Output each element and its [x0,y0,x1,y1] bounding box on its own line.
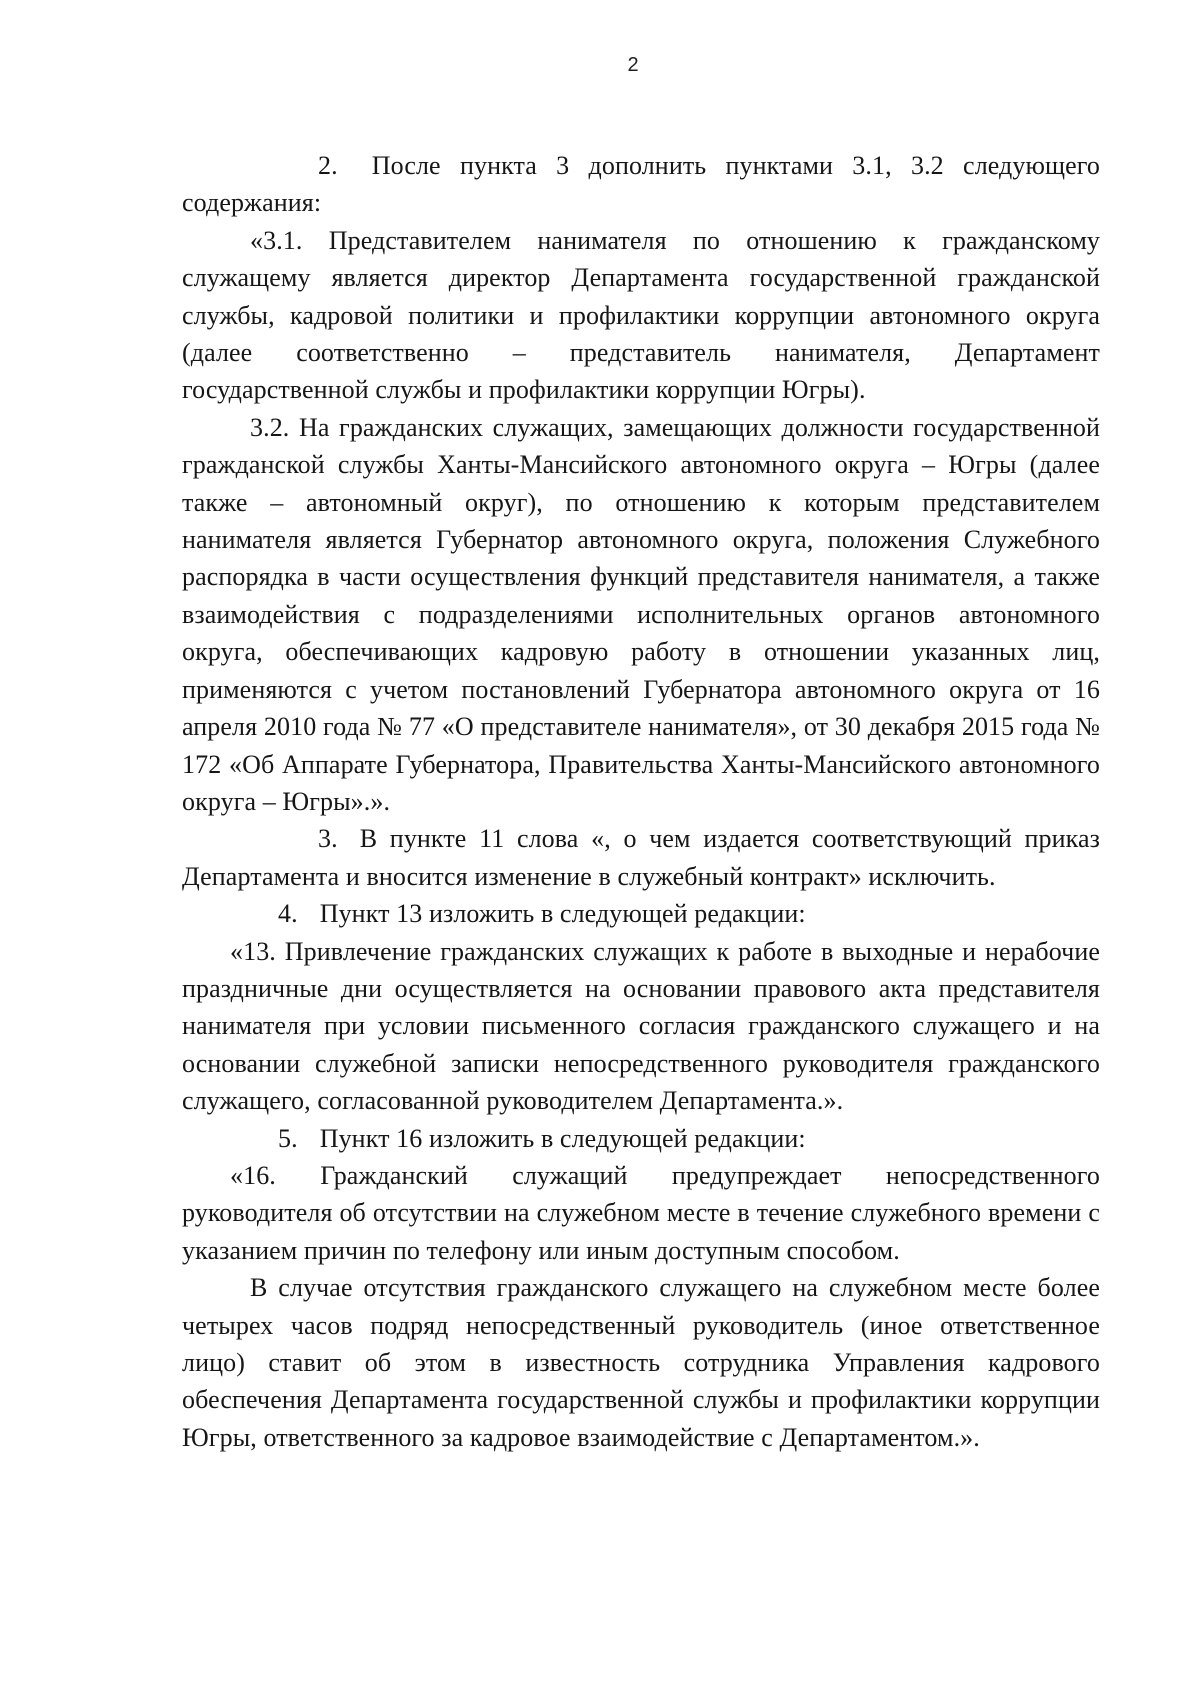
paragraph-number: 5. [278,1123,298,1153]
document-body [182,147,1100,1456]
paragraph-number: 4. [278,899,298,929]
paragraph-16-continued: В случае отсутствия гражданского служащего на служебном месте более четырех часов подряд непосредственный руководитель (иное ответственное лицо) ставит об этом в известность сотрудника Управления кадрового обеспечения Департамента государственной службы и профилактики коррупции Югры, ответственного за кадровое взаимодействие с Департаментом.». [182,1273,1100,1452]
paragraph-3-2: 3.2. На гражданских служащих, замещающих должности государственной гражданской службы Ханты-Мансийского автономного округа – Югры (далее также – автономный округ), по отношению к которым представителем нанимателя является Губернатор автономного округа, положения Служебного распорядка в части осуществления функций представителя нанимателя, а также взаимодействия с подразделениями исполнительных органов автономного округа, обеспечивающих кадровую работу в отношении указанных лиц, применяются с учетом постановлений Губернатора автономного округа от 16 апреля 2010 года № 77 «О представителе нанимателя», от 30 декабря 2015 года № 172 «Об Аппарате Губернатора, Правительства Ханты-Мансийского автономного округа – Югры».». [182,412,1100,816]
paragraph-16: «16. Гражданский служащий предупреждает непосредственного руководителя об отсутствии на служебном месте в течение служебного времени с указанием причин по телефону или иным доступным способом. [182,1160,1100,1265]
paragraph-4 [182,895,1100,932]
paragraph-5 [182,1120,1100,1157]
paragraph-number: 2. [318,151,338,180]
paragraph-2 [182,147,1100,222]
paragraph-text: В пункте 11 слова «, о чем издается соответствующий приказ Департамента и вносится изменение в служебный контракт» исключить. [182,824,1100,891]
paragraph-number: 3. [318,824,338,854]
page-number: 2 [627,54,639,76]
paragraph-3 [182,820,1100,895]
paragraph-13: «13. Привлечение гражданских служащих к работе в выходные и нерабочие праздничные дни осуществляется на основании правового акта представителя нанимателя при условии письменного согласия гражданского служащего и на основании служебной записки непосредственного руководителя гражданского служащего, согласованной руководителем Департамента.». [182,936,1100,1116]
paragraph-text: Пункт 16 изложить в следующей редакции: [319,1123,806,1153]
paragraph-text: После пункта 3 дополнить пунктами 3.1, 3.2 следующего содержания: [182,151,1100,218]
paragraph-3-1: «3.1. Представителем нанимателя по отношению к гражданскому служащему является директор Департамента государственной гражданской службы, кадровой политики и профилактики коррупции автономного округа (далее соответственно – представитель нанимателя, Департамент государственной службы и профилактики коррупции Югры). [182,225,1100,405]
paragraph-text: Пункт 13 изложить в следующей редакции: [319,899,806,929]
